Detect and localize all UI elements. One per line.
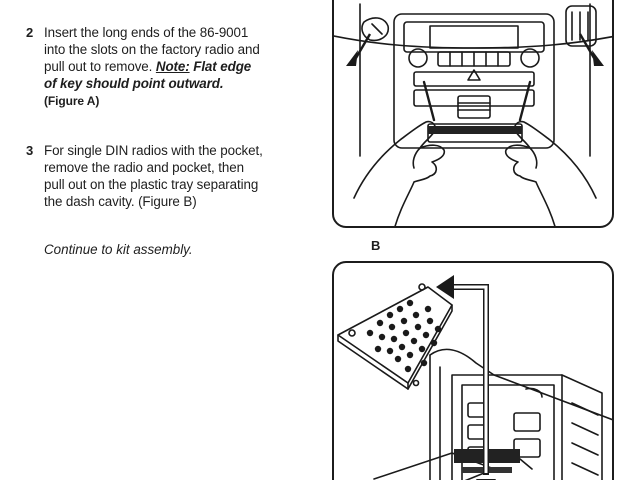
- step-line: For single DIN radios with the pocket,: [44, 143, 263, 158]
- pull-text: pull out to remove.: [44, 59, 153, 74]
- note-text: Flat edge: [193, 59, 252, 74]
- figure-reference: (Figure A): [44, 94, 100, 108]
- step-line: remove the radio and pocket, then: [44, 160, 244, 175]
- note-text-continued: of key should point outward.: [44, 76, 224, 91]
- step-2-text: [44, 24, 312, 110]
- step-line: [44, 58, 312, 75]
- figure-b: [332, 261, 614, 480]
- step-3-text: [44, 142, 312, 210]
- step-line: into the slots on the factory radio and: [44, 42, 260, 57]
- step-number: 3: [26, 143, 34, 158]
- continue-note: Continue to kit assembly.: [44, 242, 193, 257]
- note-label: Note:: [155, 59, 190, 74]
- step-line: the dash cavity. (Figure B): [44, 194, 197, 209]
- step-line: Insert the long ends of the 86-9001: [44, 25, 249, 40]
- din-tray-removal-illustration: [334, 263, 614, 480]
- step-number: 2: [26, 25, 34, 40]
- step-line: pull out on the plastic tray separating: [44, 177, 259, 192]
- figure-a: [332, 0, 614, 228]
- figure-b-label: B: [371, 238, 381, 253]
- hands-removing-radio-illustration: [334, 0, 614, 228]
